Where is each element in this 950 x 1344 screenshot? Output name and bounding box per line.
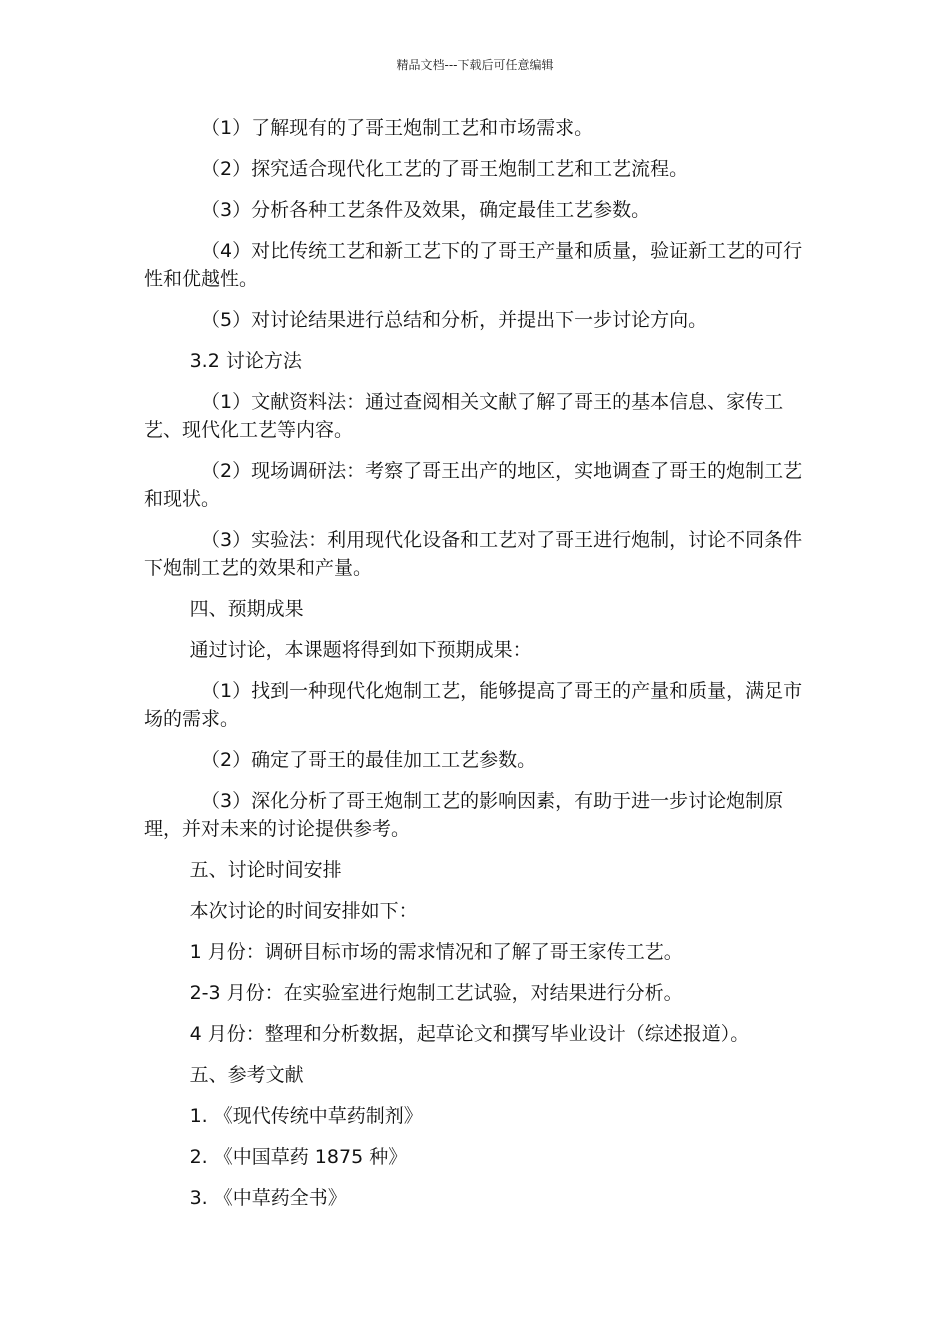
outcomes-intro: 通过讨论，本课题将得到如下预期成果： — [189, 639, 532, 661]
section-heading-references: 五、参考文献 — [189, 1064, 304, 1086]
objective-1: （1）了解现有的了哥王炮制工艺和市场需求。 — [201, 117, 594, 139]
method-2: （2）现场调研法：考察了哥王出产的地区，实地调查了哥王的炮制工艺和现状。 — [144, 460, 803, 510]
objective-4: （4）对比传统工艺和新工艺下的了哥王产量和质量，验证新工艺的可行性和优越性。 — [144, 240, 803, 290]
objective-3: （3）分析各种工艺条件及效果，确定最佳工艺参数。 — [201, 199, 651, 221]
schedule-item-1: 1 月份：调研目标市场的需求情况和了解了哥王家传工艺。 — [189, 941, 683, 963]
outcome-3: （3）深化分析了哥王炮制工艺的影响因素，有助于进一步讨论炮制原理，并对未来的讨论提供参考。 — [144, 790, 784, 840]
schedule-intro: 本次讨论的时间安排如下： — [189, 900, 418, 922]
reference-3: 3. 《中草药全书》 — [189, 1187, 347, 1209]
method-3: （3）实验法：利用现代化设备和工艺对了哥王进行炮制，讨论不同条件下炮制工艺的效果和产量。 — [144, 529, 803, 579]
section-heading-outcomes: 四、预期成果 — [189, 598, 304, 620]
reference-1: 1. 《现代传统中草药制剂》 — [189, 1105, 423, 1127]
page-header: 精品文档---下载后可任意编辑 — [396, 58, 554, 72]
schedule-item-2: 2-3 月份：在实验室进行炮制工艺试验，对结果进行分析。 — [189, 982, 683, 1004]
method-1: （1）文献资料法：通过查阅相关文献了解了哥王的基本信息、家传工艺、现代化工艺等内容。 — [144, 391, 784, 441]
objective-5: （5）对讨论结果进行总结和分析，并提出下一步讨论方向。 — [201, 309, 708, 331]
outcome-1: （1）找到一种现代化炮制工艺，能够提高了哥王的产量和质量，满足市场的需求。 — [144, 680, 803, 730]
reference-2: 2. 《中国草药 1875 种》 — [189, 1146, 408, 1168]
outcome-2: （2）确定了哥王的最佳加工工艺参数。 — [201, 749, 537, 771]
objective-2: （2）探究适合现代化工艺的了哥王炮制工艺和工艺流程。 — [201, 158, 689, 180]
document-body — [144, 114, 806, 1225]
section-heading-schedule: 五、讨论时间安排 — [189, 859, 342, 881]
schedule-item-3: 4 月份：整理和分析数据，起草论文和撰写毕业设计（综述报道）。 — [189, 1023, 750, 1045]
section-heading-methods: 3.2 讨论方法 — [189, 350, 302, 372]
